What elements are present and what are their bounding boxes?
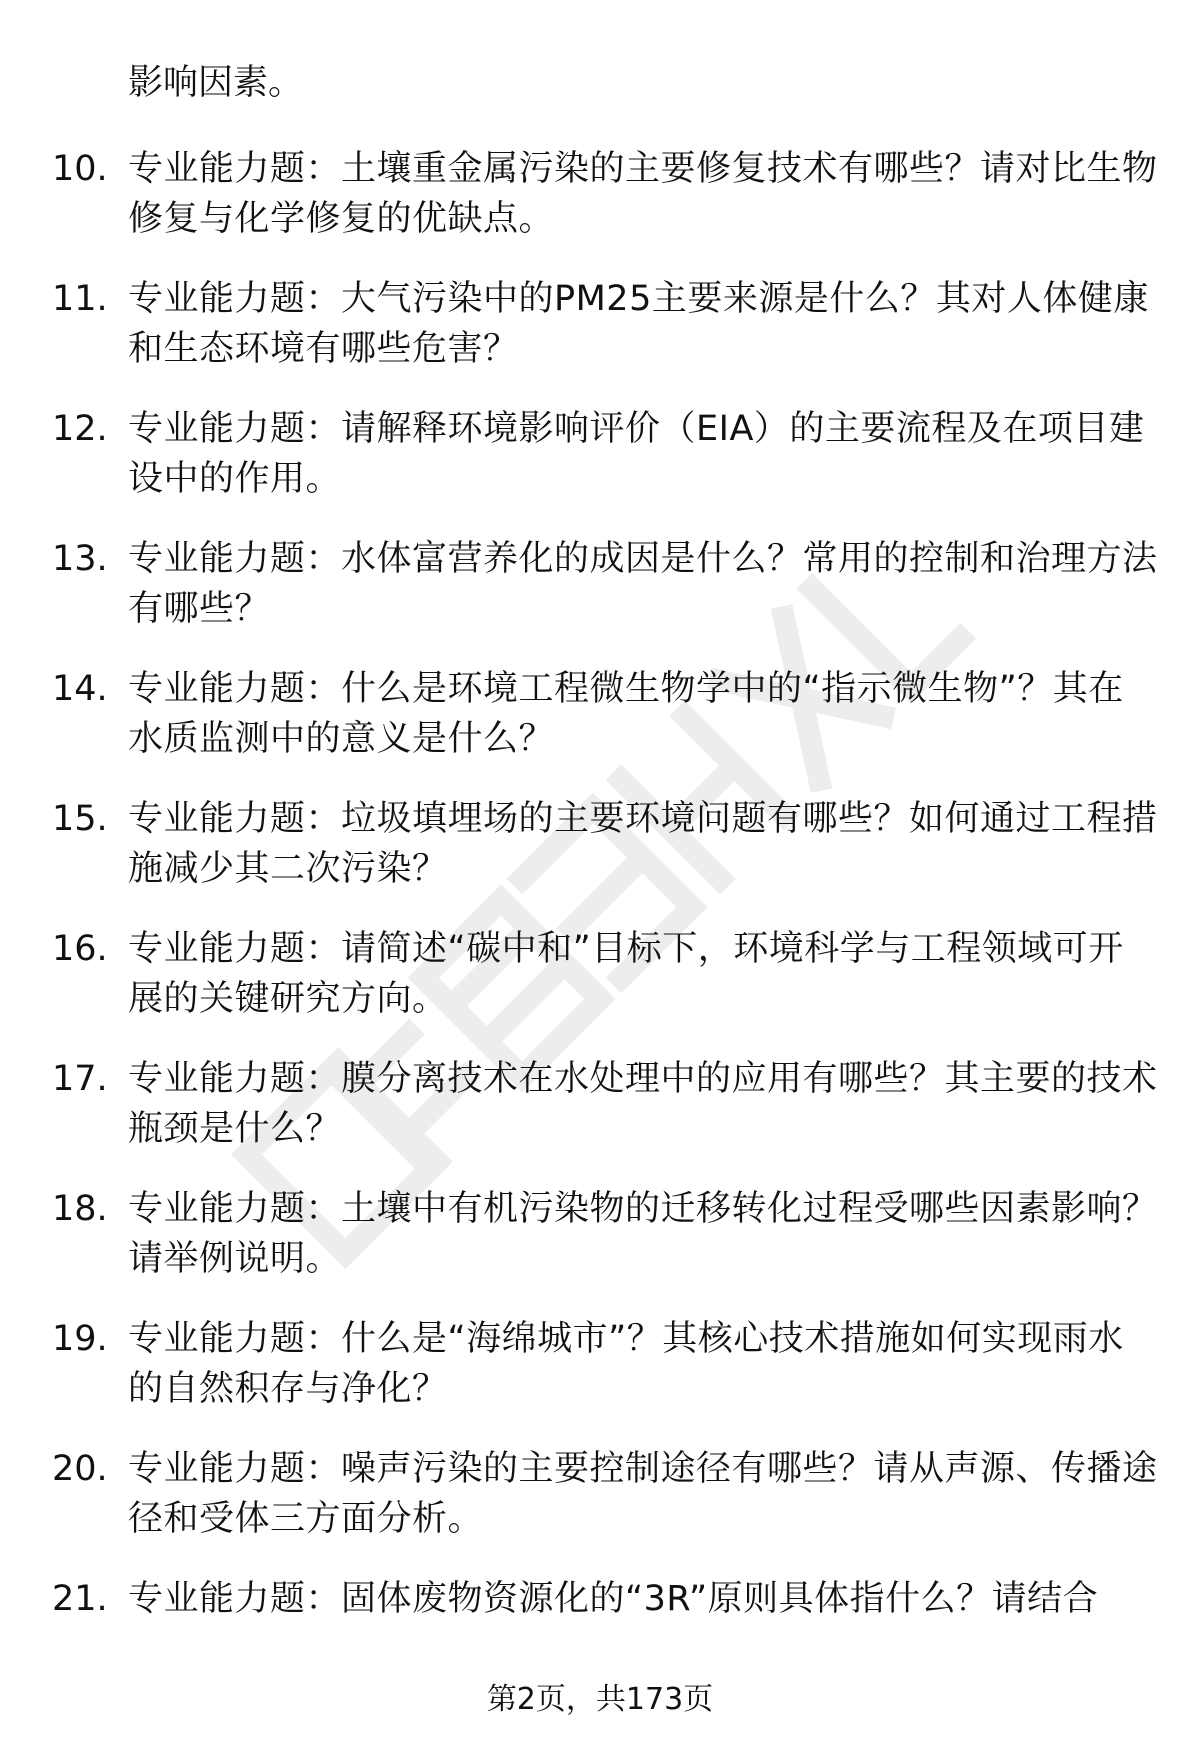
question-item bbox=[0, 1184, 1200, 1314]
question-text: 专业能力题：噪声污染的主要控制途径有哪些？请从声源、传播途径和受体三方面分析。 bbox=[128, 1449, 1158, 1539]
question-item bbox=[0, 404, 1200, 534]
question-item bbox=[0, 1444, 1200, 1574]
question-number: 16. bbox=[52, 929, 108, 969]
question-text: 专业能力题：土壤重金属污染的主要修复技术有哪些？请对比生物修复与化学修复的优缺点。 bbox=[128, 149, 1158, 239]
page-footer: 第2页，共173页 bbox=[486, 1682, 714, 1717]
question-text: 专业能力题：固体废物资源化的“3R”原则具体指什么？请结合 bbox=[128, 1579, 1099, 1619]
question-number: 15. bbox=[52, 799, 108, 839]
question-text: 专业能力题：什么是“海绵城市”？其核心技术措施如何实现雨水的自然积存与净化？ bbox=[128, 1319, 1124, 1409]
question-list bbox=[0, 144, 1200, 1704]
question-number: 21. bbox=[52, 1579, 108, 1619]
question-number: 11. bbox=[52, 279, 108, 319]
question-number: 18. bbox=[52, 1189, 108, 1229]
question-item bbox=[0, 534, 1200, 664]
question-item bbox=[0, 274, 1200, 404]
question-number: 14. bbox=[52, 669, 108, 709]
question-number: 13. bbox=[52, 539, 108, 579]
question-text: 专业能力题：大气污染中的PM25主要来源是什么？其对人体健康和生态环境有哪些危害？ bbox=[128, 279, 1149, 369]
question-text: 专业能力题：膜分离技术在水处理中的应用有哪些？其主要的技术瓶颈是什么？ bbox=[128, 1059, 1158, 1149]
question-text: 专业能力题：水体富营养化的成因是什么？常用的控制和治理方法有哪些？ bbox=[128, 539, 1158, 629]
question-number: 10. bbox=[52, 149, 108, 189]
question-text: 专业能力题：什么是环境工程微生物学中的“指示微生物”？其在水质监测中的意义是什么？ bbox=[128, 669, 1124, 759]
question-text: 专业能力题：请简述“碳中和”目标下，环境科学与工程领域可开展的关键研究方向。 bbox=[128, 929, 1124, 1019]
question-text: 专业能力题：土壤中有机污染物的迁移转化过程受哪些因素影响？请举例说明。 bbox=[128, 1189, 1158, 1279]
question-item bbox=[0, 144, 1200, 274]
question-number: 20. bbox=[52, 1449, 108, 1489]
question-item bbox=[0, 1054, 1200, 1184]
continuation-text: 影响因素。 bbox=[128, 63, 304, 103]
question-item bbox=[0, 664, 1200, 794]
question-item bbox=[0, 924, 1200, 1054]
question-number: 12. bbox=[52, 409, 108, 449]
question-text: 专业能力题：请解释环境影响评价（EIA）的主要流程及在项目建设中的作用。 bbox=[128, 409, 1145, 499]
question-item bbox=[0, 1314, 1200, 1444]
question-item bbox=[0, 794, 1200, 924]
question-number: 17. bbox=[52, 1059, 108, 1099]
question-number: 19. bbox=[52, 1319, 108, 1359]
question-text: 专业能力题：垃圾填埋场的主要环境问题有哪些？如何通过工程措施减少其二次污染？ bbox=[128, 799, 1158, 889]
